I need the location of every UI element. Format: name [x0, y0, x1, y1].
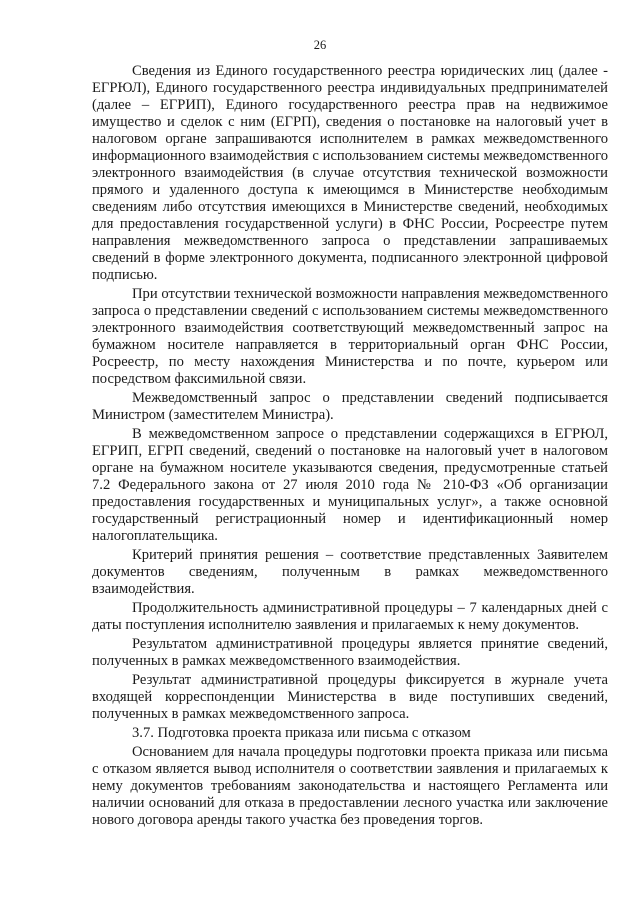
paragraph-egrul-request: Сведения из Единого государственного реестра юридических лиц (далее - ЕГРЮЛ), Единого государственного реестра индивидуальных предпринимателей (далее – ЕГРИП), Единого государственного реестра прав на недвижимое имущество и сделок с ним (ЕГРП), сведения о постановке на налоговый учет в налоговом органе запрашиваются исполнителем в рамках межведомственного информационного взаимодействия с использованием системы межведомственного электронного взаимодействия (в случае отсутствия технической возможности прямого и удаленного доступа к имеющимся в Министерстве необходимым сведениям либо отсутствия имеющихся в Министерстве сведений, необходимых для предоставления государственной услуги) в ФНС России, Росреестре путем направления межведомственного запроса о представлении запрашиваемых сведений в форме электронного документа, подписанного электронной цифровой подписью. — [92, 63, 608, 283]
paragraph-procedure-basis: Основанием для начала процедуры подготовки проекта приказа или письма с отказом является вывод исполнителя о соответствии заявления и прилагаемых к нему документов требованиям законодательства и настоящего Регламента или наличии оснований для отказа в предоставлении лесного участка или заключение нового договора аренды такого участка без проведения торгов. — [92, 744, 608, 828]
paragraph-request-signing: Межведомственный запрос о представлении сведений подписывается Министром (заместителем Министра). — [92, 390, 608, 423]
section-heading: 3.7. Подготовка проекта приказа или письма с отказом — [132, 725, 471, 741]
paragraph-paper-request: При отсутствии технической возможности направления межведомственного запроса о представлении сведений с использованием системы межведомственного электронного взаимодействия соответствующий межведомственный запрос на бумажном носителе направляется в территориальный орган ФНС России, Росреестр, по месту нахождения Министерства и по почте, курьером или посредством факсимильной связи. — [92, 286, 608, 387]
paragraph-decision-criterion: Критерий принятия решения – соответствие представленных Заявителем документов сведениям, полученным в рамках межведомственного взаимодействия. — [92, 547, 608, 597]
paragraph-procedure-duration: Продолжительность административной процедуры – 7 календарных дней с даты поступления исполнителю заявления и прилагаемых к нему документов. — [92, 600, 608, 633]
paragraph-result-recording: Результат административной процедуры фиксируется в журнале учета входящей корреспонденции Министерства в виде поступивших сведений, полученных в рамках межведомственного запроса. — [92, 672, 608, 722]
page-number: 26 — [313, 38, 327, 52]
paragraph-procedure-result: Результатом административной процедуры является принятие сведений, полученных в рамках межведомственного взаимодействия. — [92, 636, 608, 669]
paragraph-request-contents: В межведомственном запросе о представлении содержащихся в ЕГРЮЛ, ЕГРИП, ЕГРП сведений, сведений о постановке на налоговый учет в налоговом органе на бумажном носителе указываются сведения, предусмотренные статьей 7.2 Федерального закона от 27 июля 2010 года № 210-ФЗ «Об организации предоставления государственных и муниципальных услуг», а также основной государственный регистрационный номер и идентификационный номер налогоплательщика. — [92, 426, 608, 544]
document-body — [92, 63, 608, 829]
